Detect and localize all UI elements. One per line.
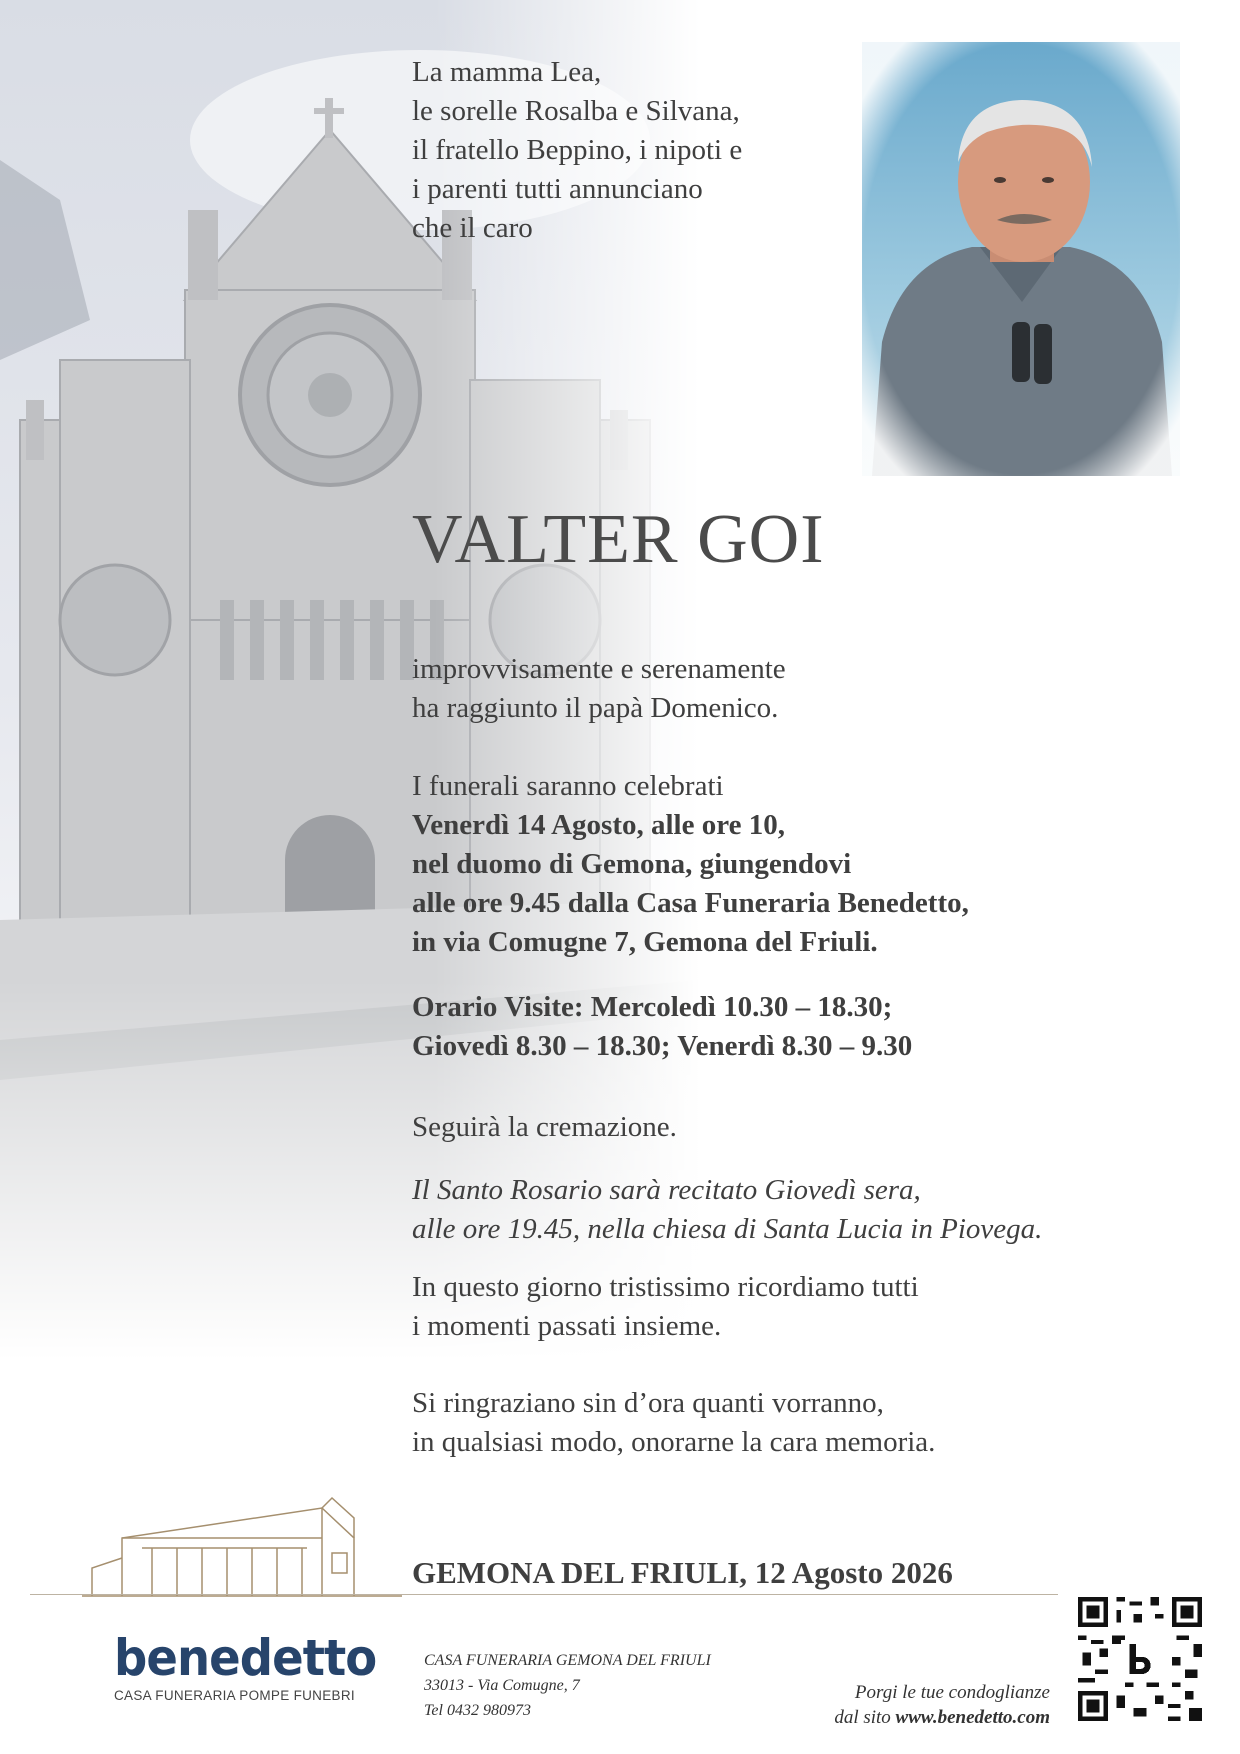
text-line: i parenti tutti annunciano [412, 173, 703, 205]
memory-text [412, 1268, 919, 1346]
text-line: Si ringraziano sin d’ora quanti vorranno, [412, 1387, 884, 1419]
qr-code-icon[interactable] [1078, 1597, 1202, 1721]
visiting-hours [412, 988, 912, 1066]
cremation-note [412, 1108, 677, 1147]
rosary-note [412, 1171, 1042, 1249]
family-announcement [412, 53, 742, 248]
website-link[interactable]: www.benedetto.com [895, 1707, 1050, 1728]
condolences-site-line [740, 1705, 1050, 1730]
footer-divider [30, 1594, 1058, 1595]
funeral-intro: I funerali saranno celebrati [412, 770, 724, 802]
text-line: ha raggiunto il papà Domenico. [412, 692, 779, 724]
text-line: improvvisamente e serenamente [412, 653, 786, 685]
funeral-detail-line: nel duomo di Gemona, giungendovi [412, 848, 852, 880]
condolences-note [740, 1680, 1050, 1730]
contact-line: Tel 0432 980973 [424, 1702, 531, 1719]
funeral-detail-line: in via Comugne 7, Gemona del Friuli. [412, 926, 878, 958]
place-and-date: GEMONA DEL FRIULI, 12 Agosto 2026 [412, 1555, 953, 1590]
text-line: Seguirà la cremazione. [412, 1111, 677, 1143]
contact-line: CASA FUNERARIA GEMONA DEL FRIULI [424, 1652, 711, 1669]
passing-text [412, 650, 786, 728]
brand-logo [114, 1629, 377, 1703]
brand-name: benedetto [114, 1629, 377, 1687]
text-line: Giovedì 8.30 – 18.30; Venerdì 8.30 – 9.30 [412, 1030, 913, 1062]
condolences-prefix: dal sito [834, 1707, 896, 1728]
text-line: il fratello Beppino, i nipoti e [412, 134, 743, 166]
text-line: i momenti passati insieme. [412, 1310, 722, 1342]
contact-line: 33013 - Via Comugne, 7 [424, 1677, 580, 1694]
funeral-home-building-icon [82, 1478, 402, 1603]
text-line: che il caro [412, 212, 533, 244]
funeral-details [412, 767, 969, 962]
text-line: Orario Visite: Mercoledì 10.30 – 18.30; [412, 991, 893, 1023]
text-line: La mamma Lea, [412, 56, 602, 88]
funeral-detail-line: Venerdì 14 Agosto, alle ore 10, [412, 809, 785, 841]
text-line: In questo giorno tristissimo ricordiamo tutti [412, 1271, 919, 1303]
contact-info [424, 1648, 711, 1723]
portrait-photo [862, 42, 1180, 476]
text-line: le sorelle Rosalba e Silvana, [412, 95, 740, 127]
condolences-line: Porgi le tue condoglianze [854, 1682, 1050, 1703]
deceased-name: VALTER GOI [412, 501, 825, 578]
text-line: in qualsiasi modo, onorarne la cara memoria. [412, 1426, 936, 1458]
funeral-detail-line: alle ore 9.45 dalla Casa Funeraria Benedetto, [412, 887, 969, 919]
thanks-text [412, 1384, 935, 1462]
brand-subtitle: CASA FUNERARIA POMPE FUNEBRI [114, 1688, 355, 1703]
text-line: Il Santo Rosario sarà recitato Giovedì sera, [412, 1174, 921, 1206]
text-line: alle ore 19.45, nella chiesa di Santa Lucia in Piovega. [412, 1213, 1043, 1245]
